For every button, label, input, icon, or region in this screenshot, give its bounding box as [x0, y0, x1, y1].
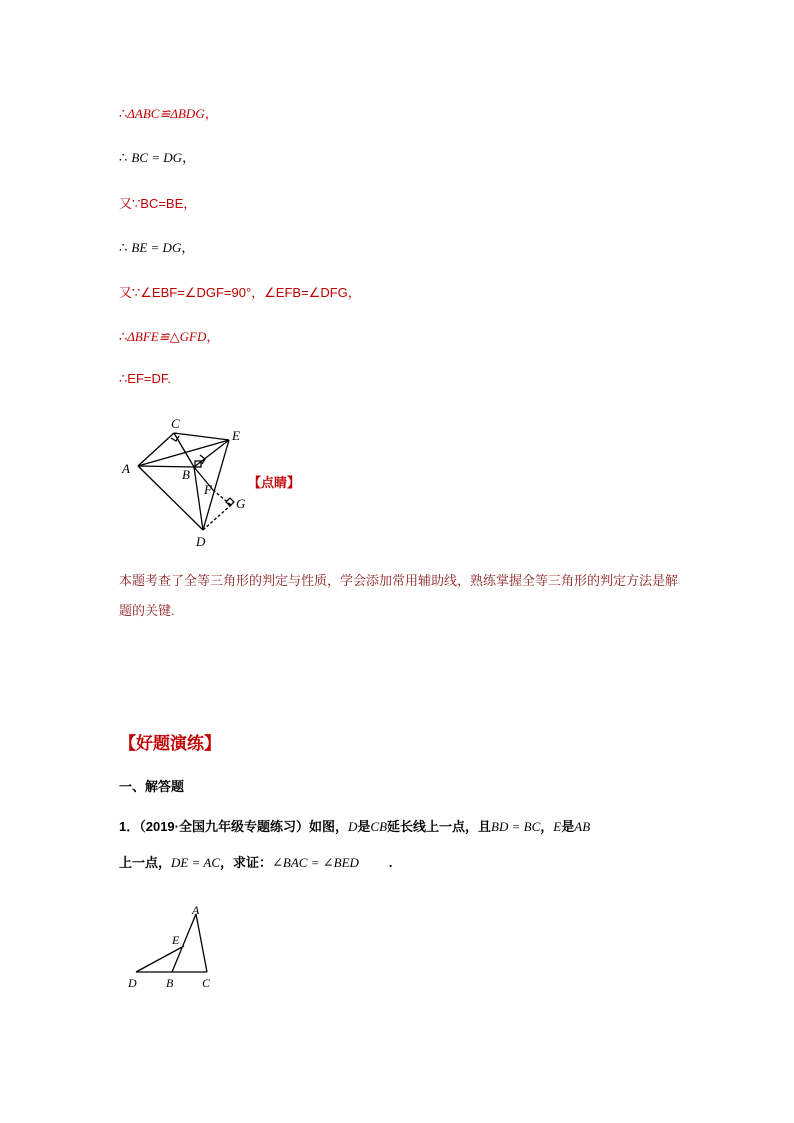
math-E: E [553, 819, 562, 834]
proof-line-7: ∴EF=DF. [119, 371, 171, 386]
problem-text: 如图， [308, 819, 348, 834]
label-A: A [192, 903, 200, 917]
comment-tag: 【点睛】 [248, 475, 301, 490]
problem-text: ， [540, 819, 554, 834]
problem-text: 延长线上一点，且 [387, 819, 492, 834]
label-D: D [196, 534, 206, 549]
problem-source: （2019·全国九年级专题练习） [139, 819, 309, 834]
punctuation: ， [182, 151, 196, 166]
geometry-figure-1 [118, 410, 268, 550]
problem-number: 1． [119, 819, 140, 834]
section-subheading: 一、解答题 [119, 779, 185, 794]
label-F: F [204, 482, 212, 497]
congruence-statement: ΔBFE≌△GFD [127, 329, 207, 344]
problem-text: 上一点， [119, 855, 172, 870]
segment-CE [174, 433, 229, 440]
segment-AD [138, 466, 203, 530]
punctuation: ， [181, 241, 195, 256]
proof-line-2 [119, 147, 195, 166]
section-heading: 【好题演练】 [119, 734, 221, 753]
problem-1-line-2 [119, 852, 393, 871]
segment-AC [196, 914, 207, 972]
math-CB: CB [370, 819, 388, 834]
label-A: A [122, 461, 130, 476]
label-E: E [232, 428, 240, 443]
math-BD-eq-BC: BD = BC [491, 819, 541, 834]
segment-FG [213, 490, 231, 505]
label-B: B [166, 976, 174, 990]
geometry-figure-2 [122, 900, 222, 995]
proof-line-1 [119, 103, 218, 122]
problem-text: . [388, 855, 393, 870]
proof-line-5: 又∵∠EBF=∠DGF=90°，∠EFB=∠DFG， [119, 285, 361, 300]
therefore-symbol: ∴ [119, 241, 132, 256]
label-G: G [236, 496, 246, 511]
equation: BE = DG [131, 240, 182, 255]
problem-text: 是 [357, 819, 371, 834]
segment-BE [194, 440, 229, 467]
math-D: D [348, 819, 358, 834]
proof-line-4 [119, 237, 194, 256]
math-AB: AB [574, 819, 591, 834]
math-DE-eq-AC: DE = AC [171, 855, 220, 870]
proof-line-6 [119, 326, 219, 345]
label-B: B [182, 467, 190, 482]
proof-line-3: 又∵BC=BE， [119, 196, 197, 211]
punctuation: ， [204, 106, 218, 121]
math-angle-equation: ∠BAC = ∠BED [272, 855, 359, 870]
comment-text: 本题考查了全等三角形的判定与性质，学会添加常用辅助线，熟练掌握全等三角形的判定方法是解题的关键. [119, 573, 679, 618]
label-D: D [128, 976, 137, 990]
punctuation: ， [206, 329, 220, 344]
problem-text: ，求证： [220, 855, 273, 870]
equation: BC = DG [131, 150, 183, 165]
label-C: C [171, 416, 180, 431]
therefore-symbol: ∴ [119, 151, 132, 166]
congruence-statement: ΔABC≌ΔBDG [127, 106, 205, 121]
problem-text: 是 [561, 819, 575, 834]
problem-1-line-1 [119, 816, 590, 835]
label-C: C [202, 976, 211, 990]
label-E: E [172, 933, 180, 947]
therefore-symbol: ∴ [119, 106, 128, 121]
therefore-symbol: ∴ [119, 329, 128, 344]
